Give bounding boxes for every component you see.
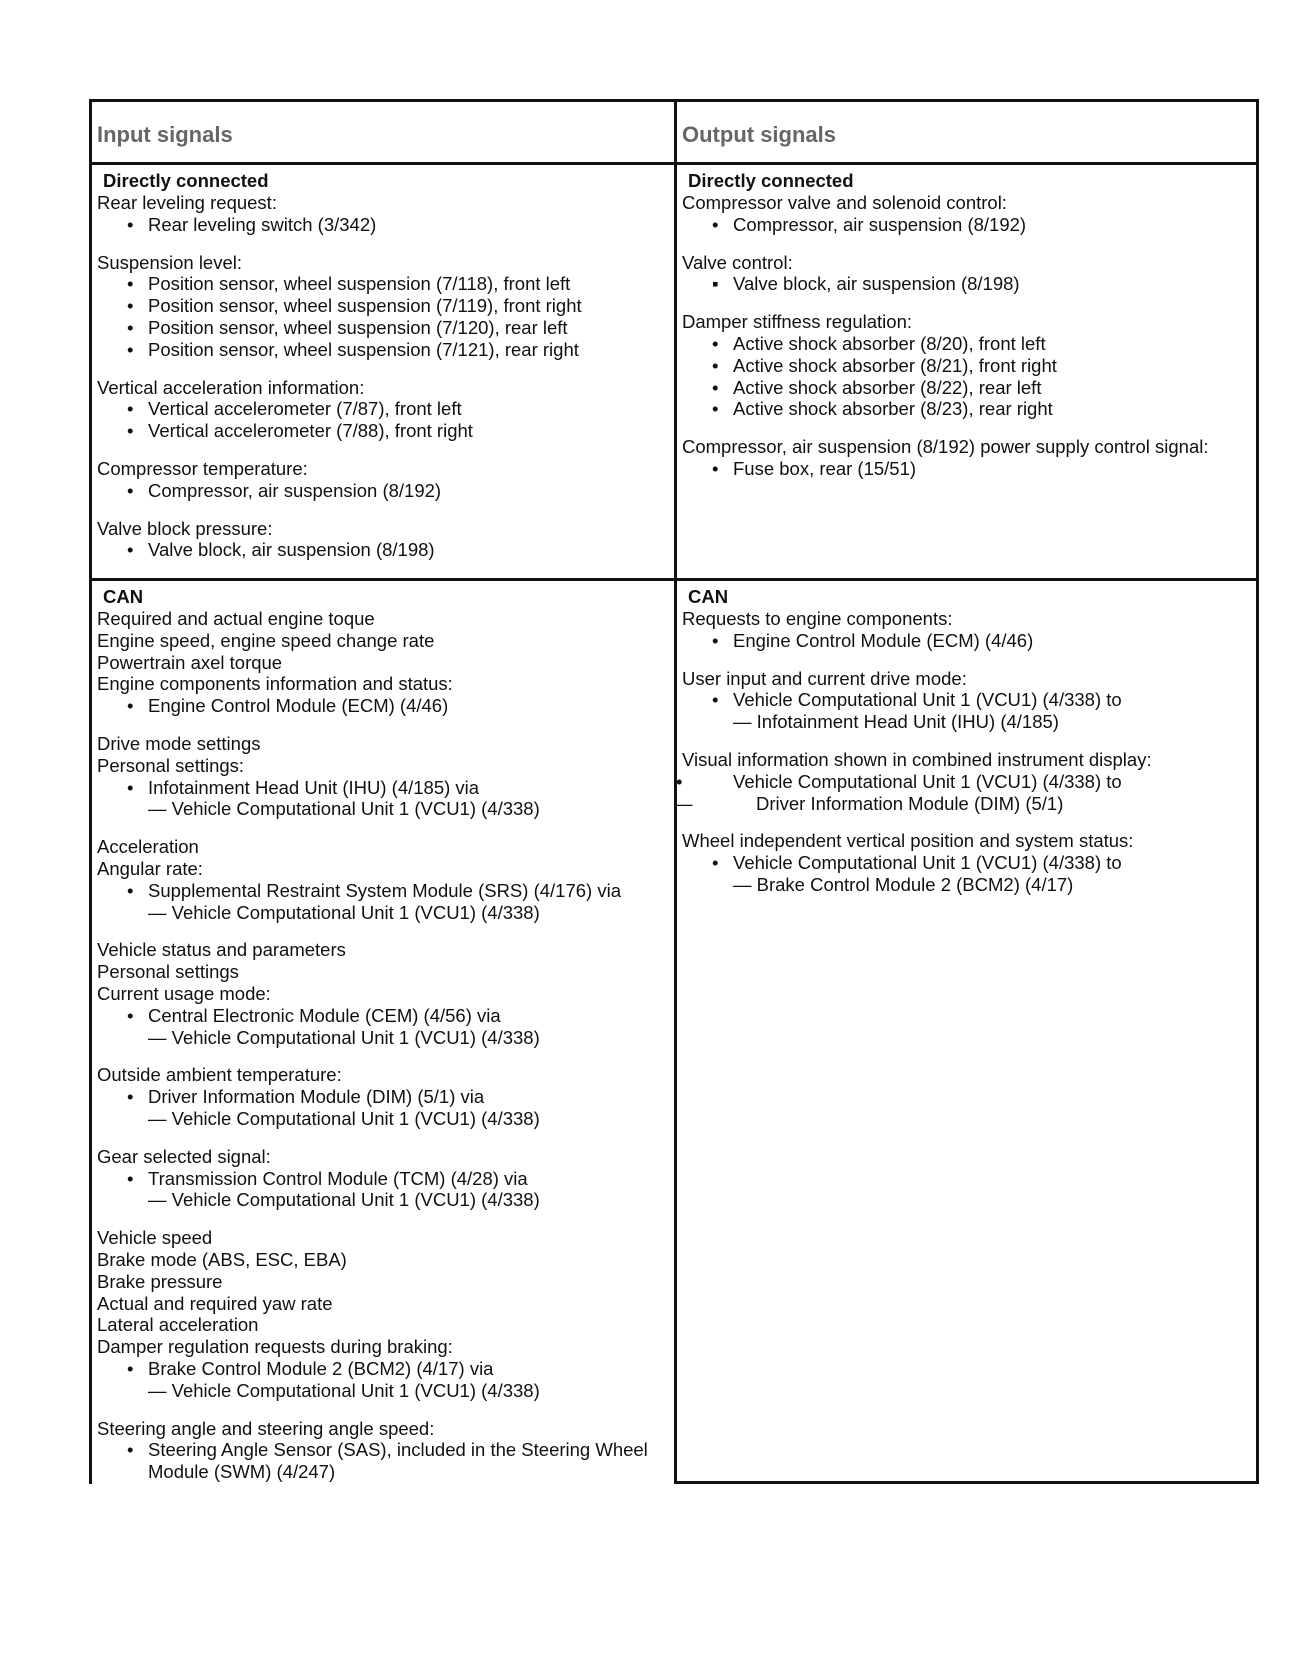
list-item-text: Active shock absorber (8/20), front left	[733, 332, 1046, 354]
output-direct-cell	[674, 165, 1259, 581]
bullet-icon: •	[127, 420, 134, 442]
signal-label: Vehicle status and parameters	[97, 939, 346, 961]
signal-group	[97, 1146, 674, 1211]
signal-label: Vertical acceleration information:	[97, 376, 365, 398]
bullet-icon: •	[127, 539, 134, 561]
list-item	[97, 273, 674, 295]
list-item-text: Fuse box, rear (15/51)	[733, 457, 917, 479]
list-item-text: Driver Information Module (DIM) (5/1) via	[148, 1086, 485, 1108]
signal-label: Valve block pressure:	[97, 517, 273, 539]
section-title: CAN	[103, 586, 144, 607]
signal-label: Vehicle speed	[97, 1227, 213, 1249]
bullet-icon: •	[712, 376, 719, 398]
bullet-icon: •	[127, 398, 134, 420]
list-item-text: Engine Control Module (ECM) (4/46)	[733, 629, 1034, 651]
bullet-icon: •	[127, 338, 134, 360]
bullet-icon: •	[127, 479, 134, 501]
signal-group	[97, 608, 674, 717]
signal-group	[97, 1418, 674, 1483]
list-item	[97, 317, 674, 339]
list-subitem: — Brake Control Module 2 (BCM2) (4/17)	[733, 873, 1074, 895]
list-item-text: Vehicle Computational Unit 1 (VCU1) (4/338) to	[733, 689, 1122, 711]
input-direct-cell	[89, 165, 674, 581]
section-title: Directly connected	[103, 170, 269, 191]
list-item	[97, 295, 674, 317]
signal-group	[97, 377, 674, 442]
list-item	[97, 1086, 674, 1108]
list-item	[97, 480, 674, 502]
signal-label: Lateral acceleration	[97, 1314, 259, 1336]
signal-label: Rear leveling request:	[97, 192, 277, 213]
list-subitem: — Vehicle Computational Unit 1 (VCU1) (4/338)	[148, 1379, 540, 1401]
bullet-icon: •	[127, 1439, 134, 1461]
list-item	[97, 777, 674, 799]
bullet-icon: •	[127, 1004, 134, 1026]
list-item	[97, 1168, 674, 1190]
list-item	[682, 398, 1256, 420]
list-item-text: Position sensor, wheel suspension (7/120), rear left	[148, 316, 568, 338]
list-item-text: Valve block, air suspension (8/198)	[148, 539, 435, 561]
list-item-text: Position sensor, wheel suspension (7/119), front right	[148, 295, 582, 317]
signal-label: Steering angle and steering angle speed:	[97, 1417, 435, 1439]
signal-group	[682, 252, 1256, 296]
signal-group	[97, 458, 674, 502]
signal-label: Visual information shown in combined instrument display:	[682, 748, 1152, 770]
list-item	[97, 1005, 674, 1027]
bullet-icon: •	[712, 213, 719, 235]
list-item-text: Engine Control Module (ECM) (4/46)	[148, 695, 449, 717]
list-item-text: Vehicle Computational Unit 1 (VCU1) (4/338) to	[733, 770, 1122, 792]
list-subitem: — Infotainment Head Unit (IHU) (4/185)	[733, 711, 1059, 733]
bullet-icon: •	[712, 689, 719, 711]
signal-label: Wheel independent vertical position and system status:	[682, 830, 1134, 852]
list-subitem: — Vehicle Computational Unit 1 (VCU1) (4/338)	[148, 901, 540, 923]
signal-group	[97, 939, 674, 1048]
list-item-text: Active shock absorber (8/22), rear left	[733, 376, 1042, 398]
bullet-icon: •	[127, 316, 134, 338]
signal-label: Acceleration	[97, 836, 199, 858]
signal-label: Powertrain axel torque	[97, 651, 283, 673]
list-item	[682, 852, 1256, 874]
list-subitem: — Vehicle Computational Unit 1 (VCU1) (4/338)	[148, 1189, 540, 1211]
bullet-icon: •	[127, 879, 134, 901]
list-item-text: Position sensor, wheel suspension (7/121), rear right	[148, 338, 579, 360]
signal-label: Damper stiffness regulation:	[682, 311, 912, 333]
list-item-text: Active shock absorber (8/21), front right	[733, 354, 1057, 376]
list-subitem: — Vehicle Computational Unit 1 (VCU1) (4/338)	[148, 1107, 540, 1129]
section-title: Directly connected	[688, 170, 854, 191]
list-item-text: Compressor, air suspension (8/192)	[148, 479, 442, 501]
signal-label: User input and current drive mode:	[682, 667, 967, 689]
signal-group	[674, 748, 1256, 814]
list-item	[97, 398, 674, 420]
signal-group	[97, 733, 674, 820]
section-title: CAN	[688, 586, 729, 607]
list-item-text: Central Electronic Module (CEM) (4/56) via	[148, 1004, 501, 1026]
signal-label: Personal settings	[97, 961, 239, 983]
signal-label: Requests to engine components:	[682, 608, 953, 629]
bullet-icon: •	[127, 273, 134, 295]
bullet-icon: •	[712, 332, 719, 354]
signal-label: Compressor, air suspension (8/192) power supply control signal:	[682, 436, 1209, 458]
list-item	[97, 420, 674, 442]
list-subitem: — Vehicle Computational Unit 1 (VCU1) (4/338)	[148, 1026, 540, 1048]
list-subitem	[674, 792, 1256, 815]
list-item	[97, 339, 674, 361]
list-item	[97, 695, 674, 717]
dash-icon: —	[674, 792, 693, 814]
list-item-text: Supplemental Restraint System Module (SRS) (4/176) via	[148, 879, 621, 901]
list-item	[97, 880, 674, 902]
signal-group	[97, 192, 674, 236]
list-item-text: Brake Control Module 2 (BCM2) (4/17) via	[148, 1357, 494, 1379]
can-row	[89, 581, 1259, 1484]
list-item	[682, 214, 1256, 236]
header-row	[89, 99, 1259, 165]
bullet-icon: •	[712, 457, 719, 479]
bullet-icon: •	[127, 776, 134, 798]
list-item-text: Vehicle Computational Unit 1 (VCU1) (4/338) to	[733, 852, 1122, 874]
output-can-cell	[674, 581, 1259, 1484]
list-item	[682, 333, 1256, 355]
list-item-text: Transmission Control Module (TCM) (4/28) via	[148, 1167, 528, 1189]
list-item-text: Vertical accelerometer (7/87), front left	[148, 398, 462, 420]
signal-group	[682, 668, 1256, 733]
list-item-text: Compressor, air suspension (8/192)	[733, 213, 1027, 235]
list-item	[97, 1358, 674, 1380]
list-item	[97, 1439, 674, 1483]
list-subitem: — Vehicle Computational Unit 1 (VCU1) (4/338)	[148, 798, 540, 820]
list-item-text: Position sensor, wheel suspension (7/118), front left	[148, 273, 571, 295]
input-signals-heading: Input signals	[97, 122, 233, 147]
list-item-text: Valve block, air suspension (8/198)	[733, 273, 1020, 295]
signal-label: Angular rate:	[97, 857, 203, 879]
bullet-icon: •	[127, 213, 134, 235]
signal-group	[682, 436, 1256, 480]
signal-label: Gear selected signal:	[97, 1145, 271, 1167]
signal-group	[97, 1227, 674, 1401]
signals-table	[89, 99, 1259, 1484]
list-item	[682, 458, 1256, 480]
list-item	[682, 630, 1256, 652]
signal-group	[97, 1064, 674, 1129]
output-header-cell	[674, 99, 1259, 165]
signal-label: Current usage mode:	[97, 982, 271, 1004]
signal-label: Drive mode settings	[97, 732, 261, 754]
list-item	[676, 770, 1256, 793]
input-can-cell	[89, 581, 674, 1484]
signal-label: Brake mode (ABS, ESC, EBA)	[97, 1248, 347, 1270]
signal-group	[97, 518, 674, 562]
signal-group	[97, 836, 674, 923]
signal-label: Actual and required yaw rate	[97, 1292, 333, 1314]
output-signals-heading: Output signals	[682, 122, 836, 147]
signal-group	[97, 252, 674, 361]
list-item-text: Steering Angle Sensor (SAS), included in the Steering Wheel Module (SWM) (4/247)	[148, 1439, 648, 1483]
bullet-icon: •	[127, 295, 134, 317]
list-item-text: Rear leveling switch (3/342)	[148, 213, 377, 235]
signal-group	[682, 311, 1256, 420]
list-item	[682, 355, 1256, 377]
signal-label: Suspension level:	[97, 251, 243, 273]
bullet-icon: •	[712, 852, 719, 874]
signal-label: Compressor temperature:	[97, 457, 308, 479]
bullet-icon: •	[127, 1086, 134, 1108]
signal-label: Engine speed, engine speed change rate	[97, 629, 435, 651]
bullet-icon: •	[127, 1357, 134, 1379]
signal-label: Outside ambient temperature:	[97, 1064, 342, 1086]
signal-group	[682, 192, 1256, 236]
bullet-icon: •	[127, 695, 134, 717]
list-item-text: Infotainment Head Unit (IHU) (4/185) via	[148, 776, 480, 798]
signal-label: Brake pressure	[97, 1270, 223, 1292]
bullet-icon: •	[712, 398, 719, 420]
signal-label: Engine components information and status:	[97, 673, 453, 695]
list-item	[682, 377, 1256, 399]
list-subitem-text: Driver Information Module (DIM) (5/1)	[756, 792, 1064, 814]
list-item-text: Active shock absorber (8/23), rear right	[733, 398, 1053, 420]
bullet-icon: •	[676, 770, 683, 792]
signal-label: Required and actual engine toque	[97, 608, 375, 629]
signal-label: Compressor valve and solenoid control:	[682, 192, 1007, 213]
bullet-icon: •	[712, 629, 719, 651]
input-header-cell	[89, 99, 674, 165]
signal-group	[682, 608, 1256, 652]
signal-label: Valve control:	[682, 251, 793, 273]
list-item	[97, 214, 674, 236]
list-item	[682, 273, 1256, 295]
bullet-icon: •	[127, 1167, 134, 1189]
list-item-text: Vertical accelerometer (7/88), front right	[148, 420, 473, 442]
signal-label: Damper regulation requests during braking:	[97, 1336, 453, 1358]
square-bullet-icon: ▪	[712, 273, 719, 295]
list-item	[682, 689, 1256, 711]
signal-group	[682, 830, 1256, 895]
list-item	[97, 539, 674, 561]
direct-row	[89, 165, 1259, 581]
signal-label: Personal settings:	[97, 754, 245, 776]
bullet-icon: •	[712, 354, 719, 376]
